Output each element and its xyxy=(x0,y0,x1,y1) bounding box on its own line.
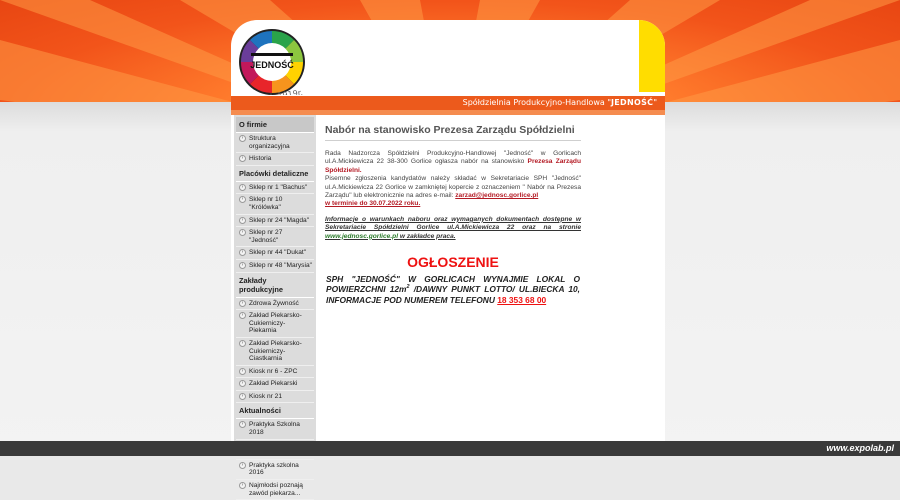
email-link[interactable]: zarzad@jednosc.gorlice.pl xyxy=(455,192,539,200)
website-link[interactable]: www.jednosc.gorlice.pl xyxy=(325,232,399,240)
arrow-icon: › xyxy=(239,249,246,256)
sidebar-item-sklep-44[interactable] xyxy=(236,247,314,260)
arrow-icon: › xyxy=(239,393,246,400)
sidebar-item-label: Zakład Piekarski xyxy=(249,380,298,388)
paragraph-text: Pisemne zgłoszenia kandydatów należy składać w Sekretariacie SPH "Jedność" ul.A.Mickiewicza 22 Gorlice w zamkniętej kopercie z oznaczeniem " Nabór na Prezesa Zarządu" lub elektronicznie na adres e-mail: xyxy=(325,175,581,200)
sidebar-heading-zaklady[interactable]: Zakłady produkcyjne xyxy=(236,273,314,298)
phone-number[interactable]: 18 353 68 00 xyxy=(497,294,547,305)
arrow-icon: › xyxy=(239,229,246,236)
sidebar-item-label: Zakład Piekarsko-Cukierniczy-Piekarnia xyxy=(249,312,302,335)
sidebar-heading-placowki[interactable]: Placówki detaliczne xyxy=(236,166,314,182)
arrow-icon: › xyxy=(239,340,246,347)
logo-wheel-icon xyxy=(238,28,306,96)
page-title: Nabór na stanowisko Prezesa Zarządu Spółdzielni xyxy=(325,124,581,141)
position-name: Prezesa Zarządu Spółdzielni. xyxy=(325,158,581,174)
sidebar-item-label: Zdrowa Żywność xyxy=(249,299,299,307)
sidebar-item-struktura[interactable] xyxy=(236,133,314,153)
paragraph-text: Rada Nadzorcza Spółdzielni Produkcyjno-Handlowej "Jedność" w Gorlicach ul.A.Mickiewicza 22 38-300 Gorlice ogłasza nabór na stanowisko xyxy=(325,150,581,166)
arrow-icon: › xyxy=(239,135,246,142)
sidebar-item-label: Najmłodsi poznają zawód piekarza... xyxy=(249,482,303,497)
sidebar-item-label: Historia xyxy=(249,155,272,163)
sidebar-item-sklep-48[interactable] xyxy=(236,260,314,273)
arrow-icon: › xyxy=(239,421,246,428)
main-content xyxy=(322,115,585,456)
sidebar-item-label: Sklep nr 27 "Jedność" xyxy=(249,229,283,244)
header-strip-text: Spółdzielnia Produkcyjno-Handlowa " xyxy=(462,98,611,107)
arrow-icon: › xyxy=(239,482,246,489)
rental-text: /DAWNY PUNKT LOTTO/ UL.BIECKA 10, INFORMACJE POD NUMEREM TELEFONU xyxy=(326,284,580,305)
sidebar-item-sklep-10[interactable] xyxy=(236,194,314,214)
arrow-icon: › xyxy=(239,217,246,224)
sidebar-item-praktyka-2018[interactable] xyxy=(236,419,314,439)
sidebar-item-label: Struktura organizacyjna xyxy=(249,135,290,150)
sidebar-item-ciastkarnia[interactable] xyxy=(236,338,314,366)
announcement-paragraph-1 xyxy=(325,150,581,209)
sidebar-item-sklep-1[interactable] xyxy=(236,182,314,195)
sidebar-item-zdrowa-zywnosc[interactable] xyxy=(236,298,314,311)
main-container xyxy=(231,20,665,497)
deadline-text: w terminie do 30.07.2022 roku. xyxy=(325,200,421,208)
sidebar-item-piekarnia[interactable] xyxy=(236,310,314,338)
announcement-heading: OGŁOSZENIE xyxy=(407,254,499,271)
arrow-icon: › xyxy=(239,262,246,269)
sidebar-item-label: Kiosk nr 21 xyxy=(249,392,282,400)
info-text: w zakładce praca. xyxy=(398,232,456,240)
arrow-icon: › xyxy=(239,380,246,387)
logo-brand: JEDNOŚĆ xyxy=(250,60,294,70)
arrow-icon: › xyxy=(239,155,246,162)
header-strip xyxy=(231,95,665,110)
rental-announcement xyxy=(325,274,581,305)
sidebar-item-kiosk-21[interactable] xyxy=(236,391,314,404)
header-strip-brand: JEDNOŚĆ xyxy=(611,98,654,107)
sidebar-heading-o-firmie[interactable]: O firmie xyxy=(236,117,314,133)
right-column xyxy=(585,115,665,456)
logo[interactable] xyxy=(238,28,306,96)
arrow-icon: › xyxy=(239,462,246,469)
arrow-icon: › xyxy=(239,184,246,191)
arrow-icon: › xyxy=(239,300,246,307)
sidebar-item-label: Praktyka szkolna 2016 xyxy=(249,461,299,477)
sidebar-item-label: Kiosk nr 6 - ZPC xyxy=(249,367,298,375)
sidebar-item-label: Sklep nr 1 "Bachus" xyxy=(249,183,308,191)
info-paragraph xyxy=(325,216,581,241)
sidebar-item-zaklad-piekarski[interactable] xyxy=(236,378,314,391)
sidebar-item-historia[interactable] xyxy=(236,153,314,166)
watermark-bar xyxy=(0,441,900,456)
sidebar-heading-aktualnosci[interactable]: Aktualności xyxy=(236,403,314,419)
header-strip-end: " xyxy=(653,98,657,107)
sidebar-item-label: Sklep nr 24 "Magda" xyxy=(249,216,310,224)
sidebar-item-label: Sklep nr 44 "Dukat" xyxy=(249,249,307,257)
sidebar-item-label: Sklep nr 48 "Marysia" xyxy=(249,261,312,269)
arrow-icon: › xyxy=(239,368,246,375)
sidebar-item-sklep-27[interactable] xyxy=(236,227,314,247)
sidebar-item-sklep-24[interactable] xyxy=(236,215,314,228)
arrow-icon: › xyxy=(239,312,246,319)
sidebar-item-kiosk-6[interactable] xyxy=(236,366,314,379)
superscript: 2 xyxy=(406,284,410,291)
watermark-text: www.expolab.pl xyxy=(826,443,894,453)
sidebar xyxy=(234,115,316,497)
sidebar-item-praktyka-2016[interactable] xyxy=(236,460,314,480)
info-text: Informacje o warunkach naboru oraz wymaganych dokumentach dostępne w Sekretariacie Spółdzielni Gorlice ul.A.Mickiewicza 22 oraz na stronie xyxy=(325,215,581,232)
sidebar-item-label: Praktyka Szkolna 2018 xyxy=(249,421,300,437)
rental-text: SPH "JEDNOŚĆ" W GORLICACH WYNAJMIE LOKAL O POWIERZCHNI 12m xyxy=(326,274,580,295)
arrow-icon: › xyxy=(239,196,246,203)
sidebar-item-label: Zakład Piekarsko-Cukierniczy-Ciastkarnia xyxy=(249,339,302,363)
sidebar-item-label: Sklep nr 10 "Królówka" xyxy=(249,196,283,211)
sidebar-item-najmlodsi[interactable] xyxy=(236,480,314,500)
